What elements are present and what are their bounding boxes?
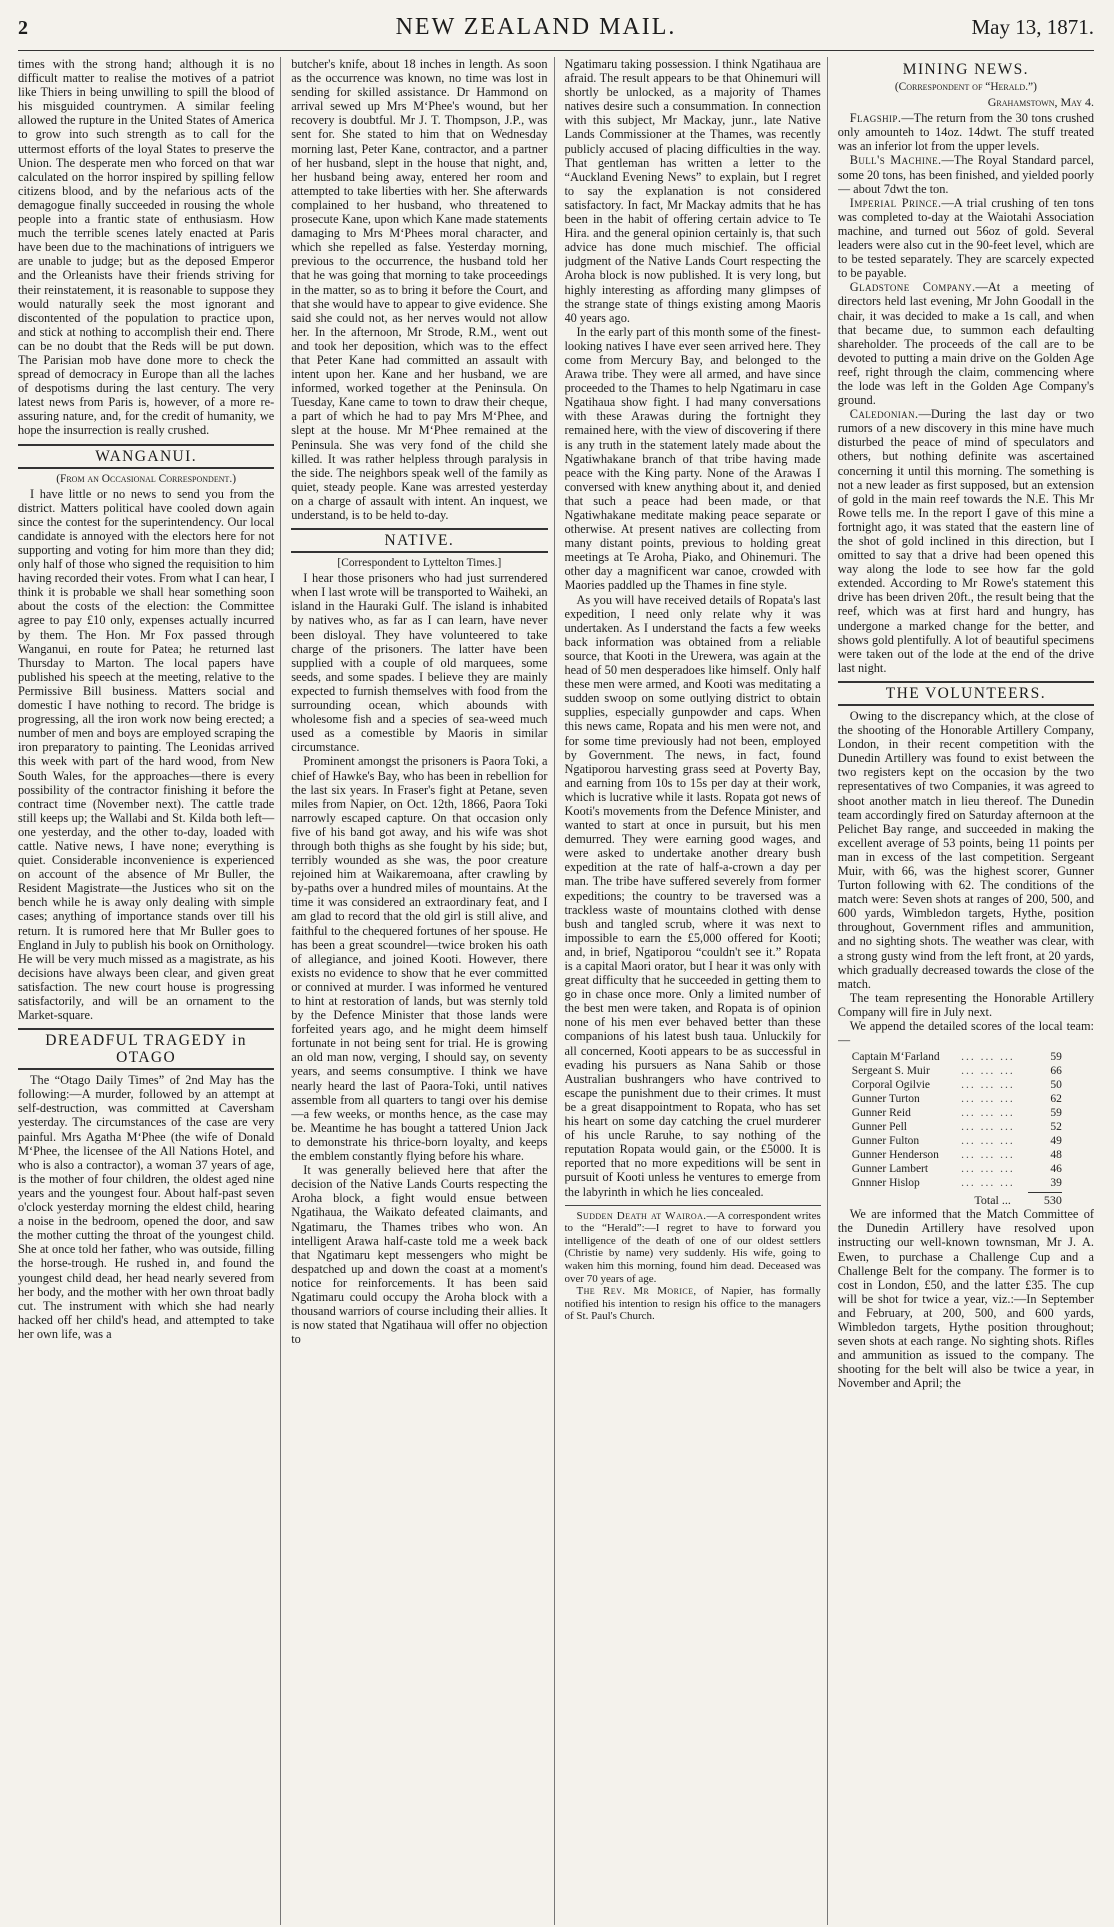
score-row	[852, 1078, 1062, 1092]
mining-item	[838, 111, 1094, 153]
morice-item	[565, 1285, 821, 1323]
tragedy-continuation: butcher's knife, about 18 inches in length. As soon as the occurrence was known, no time was lost in sending for skilled assistance. Dr Hammond on arrival sewed up Mrs M‘Phee's wound, but her recovery is doubtful. Mr J. T. Thompson, J.P., was sent for. She stated to him that on Wednesday morning last, Peter Kane, contractor, and a partner of her husband, slept in the house that night, and, her husband being away, entered her room and attempted to take liberties with her. She afterwards complained to her husband, who threatened to prosecute Kane, upon which Kane made statements damaging to Mrs M‘Phees moral character, and which she repelled as false. Yesterday morning, previous to the occurrence, the husband told her that he was going that morning to take proceedings in the matter, so as to bring it before the Court, and that she would have to appear to give evidence. She said she could not, as her nerves would not allow her. In the afternoon, Mr Strode, R.M., went out and took her deposition, which was to the effect that Peter Kane had committed an assault with intent upon her. Kane and her husband, we are informed, worked together at the Peninsula. On Tuesday, Kane came to town to draw their cheque, a part of which he had to pay Mrs M‘Phee, and slept at the house. Mr M‘Phee remained at the Peninsula. She was very fond of the child she killed. It was rather helpless through paralysis in the side. The neighbors speak well of the family as quiet, steady people. Kane was arrested yesterday on a charge of assault with intent. An inquest, we understand, is to be held to-day.	[291, 57, 548, 522]
score-value: 59	[1050, 1051, 1062, 1064]
score-value: 59	[1050, 1107, 1062, 1120]
score-row	[852, 1106, 1062, 1120]
score-name: Gunner Reid	[851, 1107, 911, 1120]
score-row	[852, 1134, 1062, 1148]
mining-dateline: Grahamstown, May 4.	[987, 95, 1094, 110]
columns	[18, 57, 1094, 1925]
wanganui-heading: WANGANUI.	[18, 444, 274, 469]
native-paragraph: In the early part of this month some of the finest-looking natives I have ever seen arrived here. They come from Mercury Bay, and belonged to the Arawa tribe. They were all armed, and have since proceeded to the Thames to help Ngatimaru in case Ngatihaua show fight. I had many conversations with these Arawas during the fortnight they remained here, with the view of discovering if there is any truth in the statement lately made about the Ngatiwhakane branch of that tribe having made peace with the King party. None of the Arawas I conversed with knew anything about it, and denied that such a peace had been made, or that Ngatiwhakane meditate making peace separate or otherwise. At present natives are collecting from many distant points, previous to holding great meetings at Te Aroha, Piako, and Ohinemuri. The other day a magnificent war canoe, crowded with Maories paddled up the Thames in fine style.	[564, 324, 821, 593]
volunteers-paragraph: We append the detailed scores of the local team:—	[837, 1019, 1094, 1048]
score-dots: ... ... ...	[961, 1079, 1015, 1092]
mining-item-body: —The Royal Standard parcel, some 20 tons, has been finished, and yielded poorly— about 7dwt the ton.	[837, 153, 1094, 196]
mining-heading: MINING NEWS.	[902, 61, 1029, 78]
score-value: 48	[1050, 1149, 1062, 1162]
score-name: Gnnner Hislop	[851, 1177, 920, 1190]
score-value: 50	[1050, 1079, 1062, 1092]
tragedy-heading: DREADFUL TRAGEDY in OTAGO	[18, 1028, 274, 1070]
score-row	[852, 1064, 1062, 1078]
score-name: Gunner Pell	[851, 1121, 908, 1134]
column-1	[18, 57, 281, 1925]
score-name: Captain M‘Farland	[851, 1051, 940, 1064]
total-label: Total	[974, 1193, 999, 1208]
column-3	[565, 57, 828, 1925]
sudden-death-item	[565, 1210, 821, 1286]
mining-item-body: —At a meeting of directors held last evening, Mr John Goodall in the chair, it was decided to make a 1s call, and when that became due, to summon each defaulting shareholder. The proceeds of the call are to be devoted to putting a main drive on the Golden Age reef, right through the claim, commencing where the lode was left in the Golden Age Company's ground.	[837, 280, 1094, 408]
mining-item	[838, 196, 1094, 281]
sudden-death-lead: Sudden Death at Wairoa.	[576, 1209, 707, 1222]
score-row	[852, 1176, 1062, 1190]
score-name: Corporal Ogilvie	[851, 1079, 930, 1092]
native-paragraph: Prominent amongst the prisoners is Paora Toki, a chief of Hawke's Bay, who has been in rebellion for the last six years. In Fraser's fight at Petane, seven miles from Napier, on Oct. 12th, 1866, Paora Toki narrowly escaped capture. On that occasion only five of his band got away, and his wife was shot through both thighs as she fought by his side; but, terribly wounded as she was, the poor creature rejoined him at Waikaremoana, after crawling by by-paths over a hundred miles of mountains. At the time it was considered an extraordinary feat, and I am glad to record that the old girl is still alive, and faithful to the chequered fortunes of her spouse. He has been a great scoundrel—twice broken his oath of allegiance, and joined Kooti. However, there exists no evidence to show that he ever committed or connived at murder. I was informed he ventured to hint at restoration of lands, but was sternly told by the Defence Minister that those lands were forfeited years ago, and he might deem himself fortunate in not being sent for trial. He is growing an old man now, verging, I should say, on seventy years, and seems consumptive. I think we have nearly heard the last of Paora-Toki, until natives assemble from all quarters to tangi over his demise—a few weeks, or months hence, as the case may be. Meantime he has bought a tattered Union Jack to demonstrate his thrice-born loyalty, and keeps the emblem constantly flying before his whare.	[291, 754, 548, 1164]
native-paragraph: As you will have received details of Ropata's last expedition, I need only relate why it was undertaken. As I understand the facts a few weeks back information was obtained from a reliable source, that Kooti in the Urewera, was again at the head of 50 men desperadoes like himself. Only half these men were armed, and Kooti was meditating a sudden swoop on some outlying district to obtain supplies, especially gunpowder and caps. When this news came, Ropata and his men were not, and for some time previously had not been, employed by Government. The news, in fact, found Ngatiporou harvesting grass seed at Poverty Bay, and earning from 10s to 15s per day at their work, which is lucrative while it lasts. Ropata got news of Kooti's movements from the Defence Minister, and wanted to start at once in pursuit, but his men demurred. They were earning good wages, and were asked to undertake another dreary bush expedition at the rate of half-a-crown a day per man. The tribe have suffered severely from former expeditions; the country to be traversed was a trackless waste of mountains clothed with dense bush and tangled scrub, where it was next to impossible to earn the £5,000 offered for Kooti; and, in brief, Ngatiporou “couldn't see it.” Ropata is a capital Maori orator, but I hear it was only with great difficulty that he succeeded in getting them to go in chase once more. Only a limited number of the best men were taken, and Ropata is of opinion none of his men ever behaved better than these companions of his latest bush taua. Unluckily for all concerned, Kooti appears to be as successful in evading his pursuers as Nana Sahib or those Australian bushrangers who have contrived to escape the punishment due to their crimes. It must be a great disappointment to Ropata, who has set his heart on some day catching the cruel murderer of his uncle Raruhe, to say nothing of the reputation Ropata would gain, or the £5000. It is reported that no more expeditions will be sent in pursuit of Kooti unless he ventures to emerge from the labyrinth in which he lies concealed.	[564, 592, 821, 1199]
volunteers-paragraph: Owing to the discrepancy which, at the close of the shooting of the Honorable Artillery Company, London, in their recent competition with the Dunedin Artillery was found to exist between the two registers kept on the occasion by the two representatives of two Companies, it was agreed to shoot another match in lieu thereof. The Dunedin team accordingly fired on Saturday afternoon at the Pelichet Bay range, and succeeded in making the excellent average of 53 points, being 11 points per man in excess of the last competition. Sergeant Muir, with 66, was the highest scorer, Gunner Turton following with 62. The conditions of the match were: Seven shots at ranges of 200, 500, and 600 yards, Wimbledon targets, Hythe, position throughout, Government rifles and ammunition, and no sighting shots. The weather was clear, with a strong gusty wind from the left front, at 20 yards, which gradually decreased towards the close of the match.	[837, 708, 1094, 991]
volunteers-paragraph: We are informed that the Match Committee of the Dunedin Artillery have resolved upon instructing our well-known townsman, Mr J. A. Ewen, to purchase a Challenge Cup and a Challenge Belt for the company. The former is to cost in London, £50, and the latter £35. The cup will be shot for twice a year, viz.:—In September and February, at 200, 500, and 600 yards, Wimbledon targets, Hythe position throughout; seven shots at each range. No sighting shots. Rifles and ammunition as issued to the company. The shooting for the belt will also be twice a year, in November and April; the	[837, 1207, 1094, 1391]
score-value: 49	[1050, 1135, 1062, 1148]
score-value: 66	[1050, 1065, 1062, 1078]
native-heading: NATIVE.	[291, 528, 547, 553]
section-divider	[565, 1205, 821, 1206]
score-dots: ... ... ...	[961, 1135, 1015, 1148]
native-continuation: Ngatimaru taking possession. I think Ngatihaua are afraid. The result appears to be that Ohinemuri will shortly be unlocked, as a majority of Thames natives desire such a consummation. In connection with this subject, Mr Mackay, junr., late Native Lands Commissioner at the Thames, was recently publicly accused of placing difficulties in the way. That gentleman has written a letter to the “Auckland Evening News” to explain, but I regret to say the explanation is not considered satisfactory. In fact, Mr Mackay admits that he has been in the habit of offering certain advice to Te Hira. and the general opinion certainly is, that such advice has done much mischief. The official judgment of the Native Lands Court respecting the Aroha block is now published. It is very long, but highly interesting as affording many glimpses of the strange state of things existing among Maoris 40 years ago.	[564, 57, 821, 325]
score-dots: ... ... ...	[961, 1163, 1015, 1176]
score-dots: ... ... ...	[961, 1149, 1015, 1162]
score-name: Gunner Lambert	[851, 1163, 929, 1176]
score-dots: ... ... ...	[961, 1177, 1015, 1190]
mining-item-lead: Gladstone Company.	[849, 280, 976, 295]
mining-item-lead: Bull's Machine.	[849, 153, 942, 168]
column-2	[291, 57, 554, 1925]
wanganui-byline: (From an Occasional Correspondent.)	[56, 472, 237, 485]
score-value: 62	[1050, 1093, 1062, 1106]
total-dots: ...	[1001, 1193, 1011, 1208]
score-dots: ... ... ...	[961, 1107, 1015, 1120]
mining-item-lead: Caledonian.	[849, 407, 919, 422]
scores-total	[852, 1192, 1062, 1207]
score-value: 52	[1050, 1121, 1062, 1134]
mining-item	[838, 407, 1094, 675]
score-value: 39	[1050, 1177, 1062, 1190]
sudden-death-body: —A correspondent writes to the “Herald”:—I regret to have to forward you intelligence of the death of one of our oldest settlers (Christie by name) very suddenly. His wife, going to waken him this morning, found him dead. Deceased was over 70 years of age.	[564, 1209, 821, 1285]
morice-body: of Napier, has formally notified his intention to resign his office to the managers of St. Paul's Church.	[564, 1285, 821, 1323]
page-number: 2	[18, 17, 28, 39]
mining-item-lead: Imperial Prince.	[849, 195, 942, 210]
mining-item	[838, 153, 1094, 195]
score-row	[852, 1162, 1062, 1176]
native-paragraph: It was generally believed here that after the decision of the Native Lands Courts respecting the Aroha block, a fight would ensue between Ngatihaua, the Waikato defeated claimants, and Ngatimaru, the Thames tribes who won. An intelligent Arawa half-caste told me a week back that Ngatimaru kept messengers who might be despatched up and down the coast at a moment's notice for reinforcements. It has been said Ngatimaru could occupy the Aroha block with a thousand warriors of course including their allies. It is now stated that Ngatihaua will offer no objection to	[291, 1163, 548, 1347]
mining-item	[838, 280, 1094, 407]
score-name: Sergeant S. Muir	[851, 1065, 930, 1078]
total-value: 530	[1028, 1192, 1062, 1207]
masthead	[18, 14, 1094, 51]
column-4	[838, 57, 1094, 1925]
native-paragraph: I hear those prisoners who had just surrendered when I last wrote will be transported to Waiheki, an island in the Hauraki Gulf. The island is inhabited by natives who, as far as I can learn, have never been disloyal. They have volunteered to take charge of the prisoners. The latter have been supplied with a couple of old marquees, some seeds, and some spades. I believe they are mainly expected to furnish themselves with food from the surrounding ocean, which abounds with wholesome fish and a species of sea-weed much used as a comestible by Maoris in similar circumstance.	[291, 571, 548, 755]
score-dots: ... ... ...	[961, 1051, 1015, 1064]
mining-item-body: —The return from the 30 tons crushed only amounteh to 14oz. 14dwt. The stuff treated was an inferior lot from the upper levels.	[837, 111, 1094, 154]
score-dots: ... ... ...	[961, 1065, 1015, 1078]
score-row	[852, 1148, 1062, 1162]
mining-item-lead: Flagship.	[849, 111, 902, 126]
morice-lead: The Rev. Mr Morice,	[576, 1285, 697, 1298]
tragedy-body: The “Otago Daily Times” of 2nd May has the following:—A murder, followed by an attempt at self-destruction, was committed at Caversham yesterday. The circumstances of the case are very painful. Mrs Agatha M‘Phee (the wife of Donald M‘Phee, the licensee of the All Nations Hotel, and who is also a contractor), a woman 37 years of age, is the mother of four children, the oldest aged nine years and the youngest four. About half-past seven o'clock yesterday morning the eldest child, hearing a noise in the bedroom, opened the door, and saw the mother cutting the throat of the youngest child. She at once told her father, who was outside, filling the horse-trough. He rushed in, and found the youngest child dead, her head nearly severed from her body, and the mother with her own throat badly cut. The instrument with which she had nearly hacked off her child's head, and attempted to take her own life, was a	[18, 1073, 275, 1341]
newspaper-title: NEW ZEALAND MAIL.	[395, 14, 677, 40]
score-name: Gunner Turton	[851, 1093, 920, 1106]
wanganui-body: I have little or no news to send you from the district. Matters political have cooled down again since the contest for the superintendency. Our local candidate is annoyed with the electors here for not supporting and voting for him more than they did; only half of those who signed the requisition to him having recorded their votes. From what I can hear, I think it is probable we shall hear something soon about the costs of the election: the Committee agree to pay £10 only, expenses actually incurred by them. The Hon. Mr Fox passed through Wanganui, en route for Patea; he returned last Thursday to Marton. The local papers have published his speech at the meeting, relative to the Permissive Bill business. Matters social and domestic I have nothing to record. The bridge is progressing, all the iron work now being erected; a number of men and boys are employed scraping the iron preparatory to painting. The Leonidas arrived this week with part of the hard wood, from New South Wales, for the approaches—there is every possibility of the contractor finishing it before the contract time (November next). The cattle trade still keeps up; the Wallabi and St. Kilda both left—one yesterday, and the other to-day, loaded with cattle. Native news, I have none; everything is quiet. Considerable inconvenience is experienced on account of the absence of Mr Buller, the Resident Magistrate—the Justices who sit on the bench while he is away only dealing with simple cases; anything of importance stands over till his return. It is rumored here that Mr Buller goes to England in July to publish his book on Ornithology. He will be very much missed as a magistrate, as his decisions have always been clear, and given great satisfaction. The new court house is progressing satisfactorily, and will be an ornament to the Market-square.	[18, 486, 275, 1023]
mining-byline: (Correspondent of “Herald.”)	[894, 81, 1037, 93]
volunteers-heading: THE VOLUNTEERS.	[838, 681, 1094, 706]
score-name: Gunner Henderson	[851, 1149, 939, 1162]
mining-item-body: —A trial crushing of ten tons was completed to-day at the Waiotahi Association machine, and turned out 56oz of gold. Several leaders were also cut in the 90-feet level, which are to be tested separately. They are scarcely expected to be payable.	[837, 195, 1094, 281]
mining-item-body: —During the last day or two rumors of a new discovery in this mine have much disturbed the peace of mind of speculators and others, but nothing definite was ascertained concerning it until this morning. The something is not a new leader as first supposed, but an extension of gold in the main reef towards the N.E. This Mr Rowe tells me. In the report I gave of this mine a fortnight ago, it was stated that the eastern line of the shot of gold inclined in this direction, but I omitted to say that a drive had been opened this way along the lode to see how far the gold extended. According to Mr Rowe's statement this drive has been driven 20ft., the result being that the reef, which was at first hard and hungry, has undergone a marked change for the better, and shows gold plentifully. A lot of beautiful specimens were taken out of the lode at the end of the drive last night.	[837, 407, 1094, 675]
issue-date: May 13, 1871.	[971, 15, 1094, 39]
score-row	[852, 1092, 1062, 1106]
article-paris-continuation: times with the strong hand; although it is no difficult matter to realise the motives of a patriot like Thiers in being unwilling to spill the blood of his misguided countrymen. A similar feeling allowed the rupture in the United States of America to grow into such strength as to call for the uttermost efforts of the loyal States to preserve the Union. The desperate men who forced on that war calculated on the horror inspired by spilling fellow citizens blood, and by the nefarious acts of the demagogue finally succeeded in rousing the whole people into a frantic state of enthusiasm. How much the terrible scenes lately enacted at Paris have been due to the machinations of intriguers we are unable to judge; but as the deposed Emperor and the Orleanists have their friends striving for their reinstatement, it is reasonable to suppose they would naturally seek the most ignorant and discontented of the population to practice upon, and stick at nothing to accomplish their end. There can be no doubt that the Reds will be put down. The Parisian mob have done more to check the spread of democracy in Europe than all the laches of despotisms during the last century. The very latest news from Paris is, however, of a more re-assuring nature, and, for the credit of humanity, we hope the insurrection is really crushed.	[18, 57, 275, 438]
native-byline: [Correspondent to Lyttelton Times.]	[337, 557, 502, 570]
score-row	[852, 1050, 1062, 1064]
volunteers-paragraph: The team representing the Honorable Artillery Company will fire in July next.	[837, 990, 1094, 1019]
score-value: 46	[1050, 1163, 1062, 1176]
score-dots: ... ... ...	[961, 1093, 1015, 1106]
score-row	[852, 1120, 1062, 1134]
score-name: Gunner Fulton	[851, 1135, 920, 1148]
score-dots: ... ... ...	[961, 1121, 1015, 1134]
scores-table	[852, 1050, 1062, 1190]
